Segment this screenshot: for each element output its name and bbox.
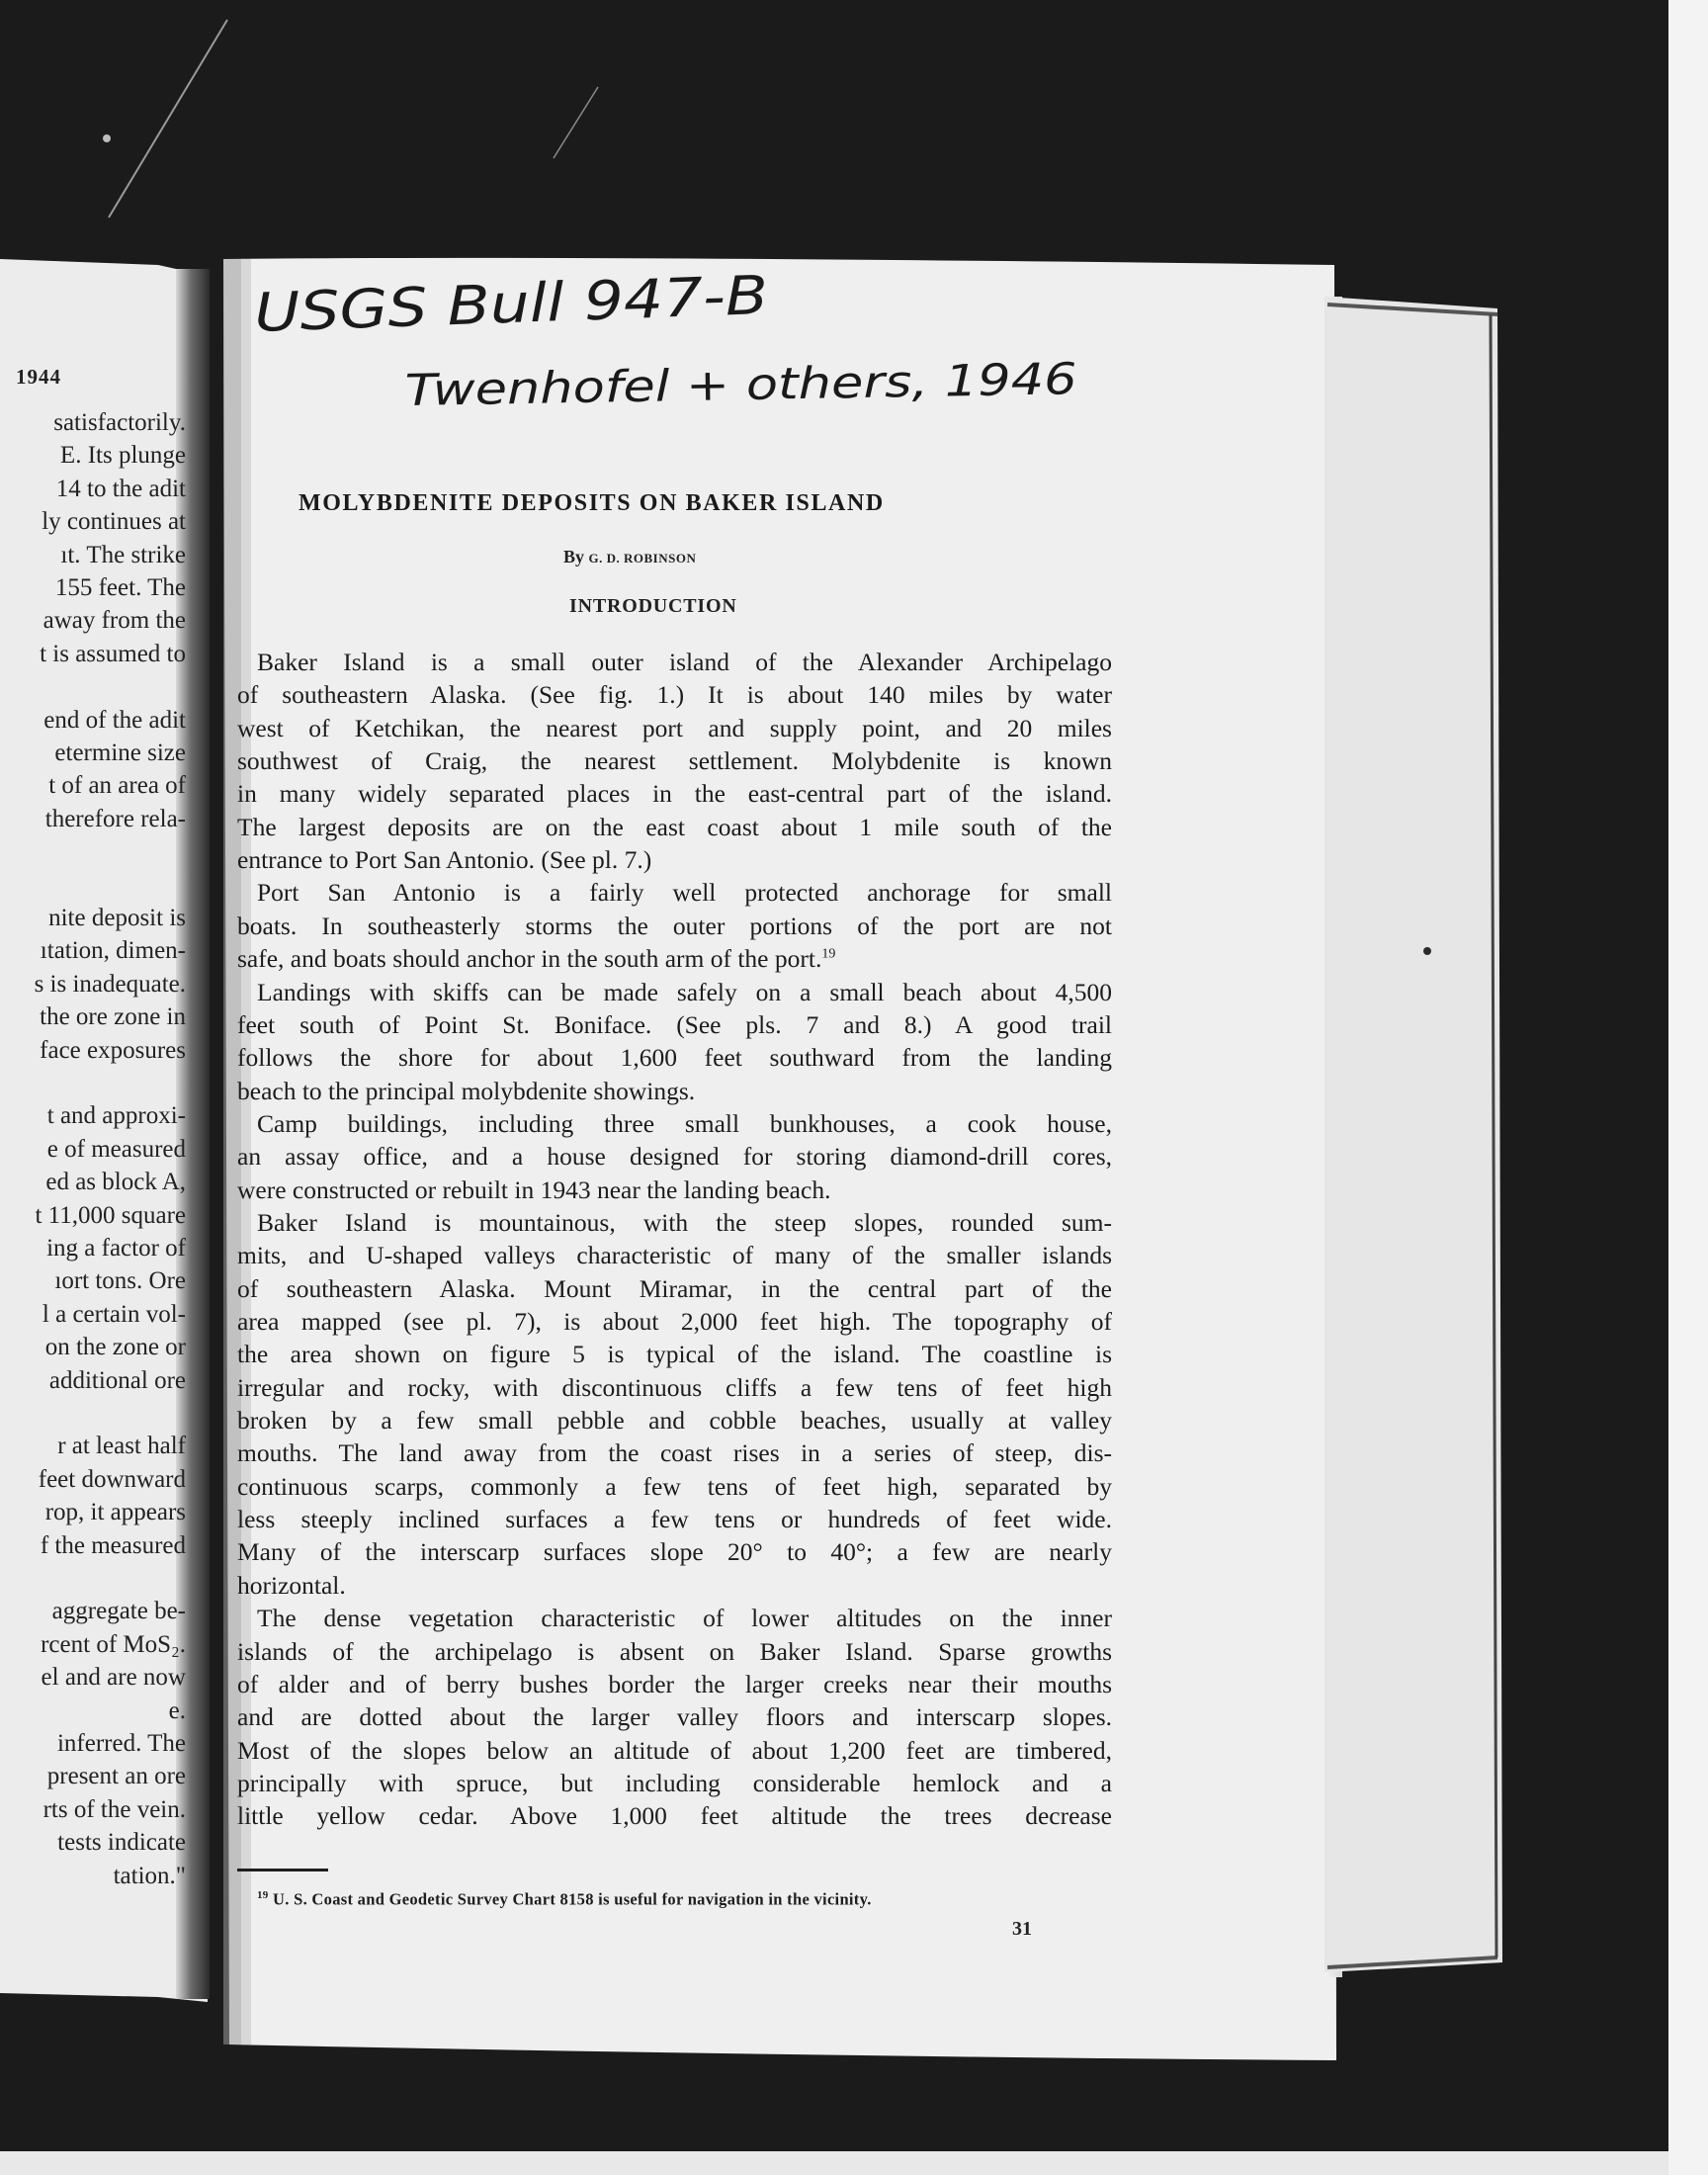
body-line	[237, 777, 1112, 810]
body-line-text: entrance to Port San Antonio. (See pl. 7.)	[237, 845, 652, 875]
facing-page-line: r at least half	[57, 1433, 186, 1460]
body-line	[237, 910, 1112, 942]
body-line	[237, 1008, 1112, 1041]
body-line	[257, 876, 1112, 909]
body-line	[237, 1767, 1112, 1799]
body-line-text: The dense vegetation characteristic of lower altitudes on the inner	[257, 1604, 1112, 1633]
body-line	[237, 942, 1112, 975]
handwritten-authors: Twenhofel + others, 1946	[404, 356, 968, 416]
body-line-text: little yellow cedar. Above 1,000 feet altitude the trees decrease	[237, 1801, 1112, 1831]
facing-page-line: tests indicate	[57, 1829, 186, 1857]
body-line-text: irregular and rocky, with discontinuous cliffs a few tens of feet high	[237, 1372, 1112, 1402]
body-line-text: of southeastern Alaska. (See fig. 1.) It is about 140 miles by water	[237, 680, 1112, 710]
footnote-rule	[237, 1869, 328, 1871]
body-line-text: mits, and U-shaped valleys characteristic of many of the smaller islands	[237, 1241, 1112, 1270]
facing-page-line: l a certain vol-	[42, 1300, 186, 1328]
body-line	[237, 1174, 1112, 1206]
body-line-text: were constructed or rebuilt in 1943 near the landing beach.	[237, 1174, 831, 1204]
body-line	[237, 1635, 1112, 1668]
body-line	[237, 1140, 1112, 1173]
facing-page-line: ıtation, dimen-	[40, 937, 186, 965]
body-line-text: Camp buildings, including three small bunkhouses, a cook house,	[257, 1108, 1112, 1138]
handwritten-annotation	[0, 0, 1708, 445]
facing-page-line: aggregate be-	[51, 1598, 186, 1625]
body-line	[237, 744, 1112, 777]
body-line-text: safe, and boats should anchor in the south arm of the port.	[237, 944, 822, 974]
facing-page-line: 14 to the adit	[55, 475, 186, 502]
facing-page-line: ly continues at	[42, 508, 186, 536]
body-line-text: principally with spruce, but including considerable hemlock and a	[237, 1768, 1112, 1797]
facing-page-line: therefore rela-	[44, 805, 186, 832]
body-line-text: horizontal.	[237, 1570, 346, 1600]
body-line	[237, 1075, 1112, 1107]
facing-page-fragment	[0, 261, 203, 2001]
body-line-text: Baker Island is a small outer island of the Alexander Archipelago	[257, 648, 1112, 676]
facing-page-line: s is inadequate.	[34, 970, 186, 998]
facing-page-line: f the measured	[40, 1531, 186, 1559]
facing-page-line: end of the adit	[43, 706, 186, 734]
facing-page-line: E. Its plunge	[59, 442, 186, 470]
body-line	[257, 1602, 1112, 1634]
footnote-text: U. S. Coast and Geodetic Survey Chart 8158 is useful for navigation in the vicinity.	[268, 1889, 872, 1909]
body-line-text: area mapped (see pl. 7), is about 2,000 feet high. The topography of	[237, 1307, 1112, 1336]
body-line-text: less steeply inclined surfaces a few tens or hundreds of feet wide.	[237, 1505, 1112, 1534]
facing-page-line: el and are now	[41, 1664, 186, 1692]
facing-page-line: etermine size	[54, 740, 186, 766]
section-heading: INTRODUCTION	[569, 595, 737, 617]
body-line	[237, 1239, 1112, 1271]
facing-page-line: t 11,000 square	[35, 1201, 186, 1229]
footnote	[257, 1889, 872, 1910]
body-line	[237, 712, 1112, 744]
facing-page-line: on the zone or	[44, 1334, 186, 1361]
body-line-text: of alder and of berry bushes border the larger creeks near their mouths	[237, 1669, 1112, 1698]
body-line	[237, 1569, 1112, 1602]
facing-page-line: t and approxi-	[46, 1102, 186, 1130]
body-line	[237, 1041, 1112, 1074]
facing-page-line: rts of the vein.	[43, 1795, 186, 1823]
footnote-reference: 19	[821, 946, 836, 962]
body-line-text: of southeastern Alaska. Mount Miramar, in the central part of the	[237, 1273, 1112, 1303]
facing-page-line: ing a factor of	[46, 1235, 186, 1262]
body-line	[237, 1734, 1112, 1767]
body-line-text: broken by a few small pebble and cobble beaches, usually at valley	[237, 1406, 1112, 1436]
article-title: MOLYBDENITE DEPOSITS ON BAKER ISLAND	[299, 490, 885, 516]
body-line	[237, 1668, 1112, 1700]
body-line-text: follows the shore for about 1,600 feet southward from the landing	[237, 1043, 1112, 1073]
body-line	[237, 1503, 1112, 1535]
body-line-text: an assay office, and a house designed for storing diamond-drill cores,	[237, 1142, 1112, 1172]
body-line-text: Landings with skiffs can be made safely on a small beach about 4,500	[257, 977, 1112, 1006]
facing-page-line: away from the	[43, 607, 186, 635]
body-line-text: continuous scarps, commonly a few tens of feet high, separated by	[237, 1471, 1112, 1501]
body-line	[237, 678, 1112, 711]
facing-page-line: additional ore	[48, 1366, 186, 1394]
body-line	[237, 1535, 1112, 1568]
facing-page-line: the ore zone in	[40, 1003, 186, 1031]
body-line	[237, 1700, 1112, 1733]
facing-page-line: tation."	[113, 1862, 186, 1889]
body-line-text: islands of the archipelago is absent on Baker Island. Sparse growths	[237, 1636, 1112, 1666]
body-line	[237, 1799, 1112, 1832]
body-line-text: southwest of Craig, the nearest settlement. Molybdenite is known	[237, 746, 1112, 776]
body-line	[237, 1436, 1112, 1469]
facing-page-year: 1944	[16, 365, 61, 389]
body-line-text: Baker Island is mountainous, with the steep slopes, rounded sum-	[257, 1207, 1112, 1237]
body-line	[237, 1371, 1112, 1404]
body-line	[257, 1107, 1112, 1140]
byline	[563, 547, 696, 567]
facing-page-line: feet downward	[38, 1465, 186, 1493]
facing-page-line: satisfactorily.	[53, 409, 186, 436]
facing-page-line: ed as block A,	[45, 1169, 186, 1196]
body-line-text: Port San Antonio is a fairly well protected anchorage for small	[257, 878, 1112, 908]
body-line-text: Many of the interscarp surfaces slope 20° to 40°; a few are nearly	[237, 1537, 1112, 1567]
byline-author: G. D. ROBINSON	[588, 551, 697, 566]
body-line	[237, 811, 1112, 843]
facing-page-line: rcent of MoS₂.	[41, 1630, 186, 1658]
body-line-text: west of Ketchikan, the nearest port and supply point, and 20 miles	[237, 713, 1112, 742]
handwritten-citation: USGS Bull 947-B	[253, 266, 696, 344]
facing-page-line: ıort tons. Ore	[54, 1267, 186, 1295]
body-line	[237, 1338, 1112, 1370]
footnote-marker: 19	[257, 1889, 269, 1901]
body-line	[237, 1470, 1112, 1503]
facing-page-line: present an ore	[46, 1763, 186, 1790]
facing-page-line: e.	[168, 1696, 186, 1724]
body-line-text: mouths. The land away from the coast rises in a series of steep, dis-	[237, 1438, 1112, 1468]
body-line	[257, 646, 1112, 678]
body-line-text: Most of the slopes below an altitude of about 1,200 feet are timbered,	[237, 1735, 1112, 1765]
facing-page-line: t is assumed to	[40, 640, 186, 667]
facing-page-line: e of measured	[46, 1135, 186, 1163]
body-line-text: boats. In southeasterly storms the outer portions of the port are not	[237, 911, 1112, 940]
body-line	[237, 1272, 1112, 1305]
facing-page-line: t of an area of	[48, 772, 186, 800]
body-line-text: beach to the principal molybdenite showings.	[237, 1076, 696, 1105]
body-line-text: and are dotted about the larger valley floors and interscarp slopes.	[237, 1702, 1112, 1732]
body-line-text: in many widely separated places in the east-central part of the island.	[237, 779, 1112, 809]
body-line-text: feet south of Point St. Boniface. (See pls. 7 and 8.) A good trail	[237, 1009, 1112, 1039]
facing-page-line: ıt. The strike	[60, 541, 186, 568]
body-line-text: The largest deposits are on the east coast about 1 mile south of the	[237, 812, 1112, 841]
page-number: 31	[1012, 1918, 1032, 1940]
body-line	[257, 976, 1112, 1008]
byline-prefix: By	[563, 547, 589, 566]
body-line	[257, 1206, 1112, 1239]
facing-page-line: face exposures	[40, 1036, 186, 1064]
body-line	[237, 1305, 1112, 1338]
facing-page-line: inferred. The	[56, 1730, 186, 1757]
body-line-text: the area shown on figure 5 is typical of the island. The coastline is	[237, 1340, 1112, 1369]
facing-page-line: 155 feet. The	[54, 574, 186, 601]
body-line	[237, 1404, 1112, 1436]
facing-page-line: rop, it appears	[44, 1499, 186, 1526]
facing-page-line: nite deposit is	[48, 905, 186, 931]
body-line	[237, 843, 1112, 876]
